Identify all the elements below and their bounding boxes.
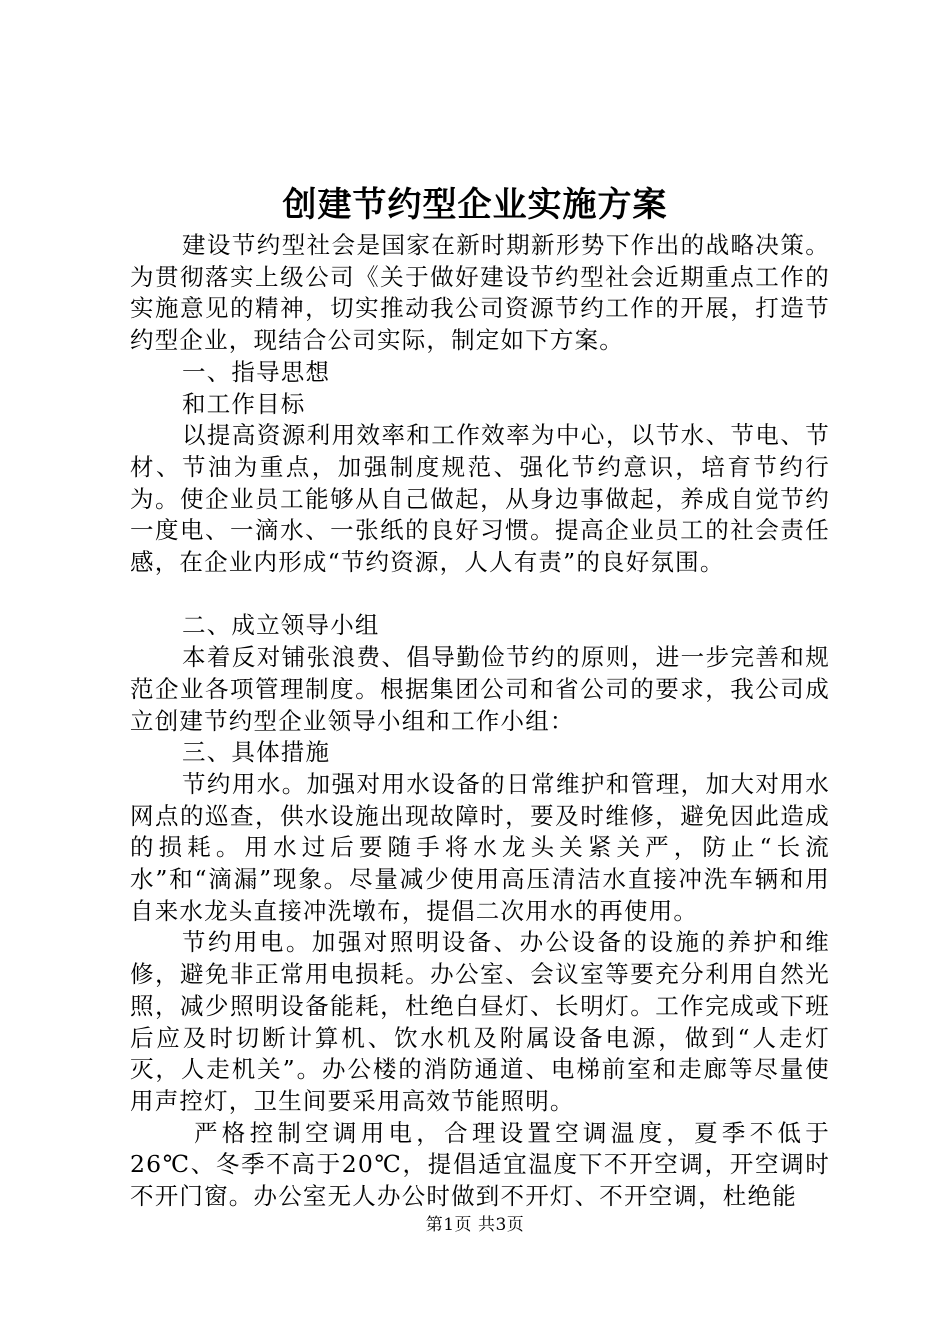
electricity-saving-paragraph: 节约用电。加强对照明设备、办公设备的设施的养护和维修，避免非正常用电损耗。办公室、会议室等要充分利用自然光照，减少照明设备能耗，杜绝白昼灯、长明灯。工作完成或下班后应及时切断计算机、饮水机及附属设备电源，做到“人走灯灭，人走机关”。办公楼的消防通道、电梯前室和走廊等尽量使用声控灯，卫生间要采用高效节能照明。 (130, 928, 830, 1115)
leadership-paragraph: 本着反对铺张浪费、倡导勤俭节约的原则，进一步完善和规范企业各项管理制度。根据集团公司和省公司的要求，我公司成立创建节约型企业领导小组和工作小组： (130, 643, 830, 735)
section-heading-measures: 三、具体措施 (182, 738, 331, 767)
air-conditioning-paragraph: 严格控制空调用电，合理设置空调温度，夏季不低于26℃、冬季不高于20℃，提倡适宜温度下不开空调，开空调时不开门窗。办公室无人办公时做到不开灯、不开空调，杜绝能 (130, 1118, 830, 1211)
water-saving-paragraph: 节约用水。加强对用水设备的日常维护和管理，加大对用水网点的巡查，供水设施出现故障时，要及时维修，避免因此造成的损耗。用水过后要随手将水龙头关紧关严，防止“长流水”和“滴漏”现象。尽量减少使用高压清洁水直接冲洗车辆和用自来水龙头直接冲洗墩布，提倡二次用水的再使用。 (130, 769, 830, 925)
section-heading-guiding-ideology: 一、指导思想 (182, 357, 331, 386)
blank-line (130, 579, 830, 611)
intro-paragraph: 建设节约型社会是国家在新时期新形势下作出的战略决策。为贯彻落实上级公司《关于做好建设节约型社会近期重点工作的实施意见的精神，切实推动我公司资源节约工作的开展，打造节约型企业，现结合公司实际，制定如下方案。 (130, 231, 830, 355)
document-body (130, 230, 830, 1213)
goals-paragraph: 以提高资源利用效率和工作效率为中心，以节水、节电、节材、节油为重点，加强制度规范、强化节约意识，培育节约行为。使企业员工能够从自己做起，从身边事做起，养成自觉节约一度电、一滴水、一张纸的良好习惯。提高企业员工的社会责任感，在企业内形成“节约资源，人人有责”的良好氛围。 (130, 421, 830, 577)
document-title: 创建节约型企业实施方案 (282, 185, 668, 225)
page-footer: 第1页 共3页 (425, 1215, 525, 1235)
section-heading-work-goals: 和工作目标 (182, 389, 306, 418)
section-heading-leadership-group: 二、成立领导小组 (182, 611, 380, 640)
